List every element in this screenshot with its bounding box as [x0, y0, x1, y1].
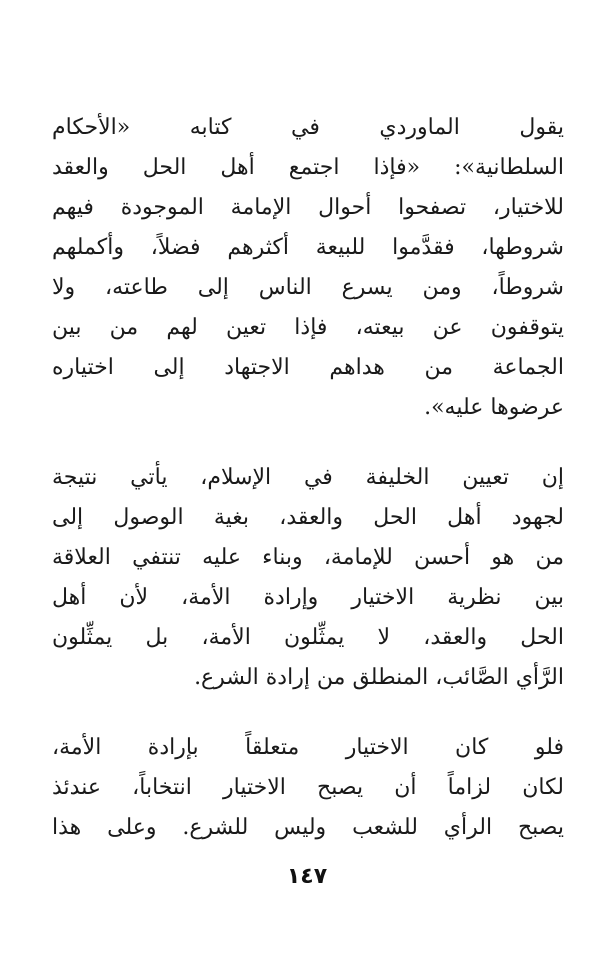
- paragraph-line: الحل والعقد، لا يمثِّلون الأمة، بل يمثِّلون: [52, 625, 564, 650]
- paragraph-line: السلطانية»: «فإذا اجتمع أهل الحل والعقد: [52, 155, 564, 180]
- paragraph-line: عرضوها عليه».: [424, 395, 564, 420]
- paragraph-line: لكان لزاماً أن يصبح الاختيار انتخاباً، عندئذ: [52, 775, 564, 800]
- paragraph-3: [52, 728, 564, 848]
- paragraph-line: للاختيار، تصفحوا أحوال الإمامة الموجودة فيهم: [52, 195, 564, 220]
- paragraph-line: بين نظرية الاختيار وإرادة الأمة، لأن أهل: [52, 585, 564, 610]
- paragraph-1: [52, 108, 564, 428]
- paragraph-line: يصبح الرأي للشعب وليس للشرع. وعلى هذا: [52, 815, 564, 840]
- paragraph-line: لجهود أهل الحل والعقد، بغية الوصول إلى: [52, 505, 564, 530]
- paragraph-line: إن تعيين الخليفة في الإسلام، يأتي نتيجة: [52, 465, 564, 490]
- paragraph-line: شروطاً، ومن يسرع الناس إلى طاعته، ولا: [52, 275, 564, 300]
- paragraph-line: يتوقفون عن بيعته، فإذا تعين لهم من بين: [52, 315, 564, 340]
- paragraph-2: [52, 458, 564, 698]
- paragraph-line: شروطها، فقدَّموا للبيعة أكثرهم فضلاً، وأكملهم: [52, 235, 564, 260]
- paragraph-line: الرَّأي الصَّائب، المنطلق من إرادة الشرع.: [194, 665, 564, 690]
- paragraph-line: من هو أحسن للإمامة، وبناء عليه تنتفي العلاقة: [52, 545, 564, 570]
- paragraph-line: فلو كان الاختيار متعلقاً بإرادة الأمة،: [52, 735, 564, 760]
- paragraph-line: يقول الماوردي في كتابه «الأحكام: [52, 115, 564, 140]
- page-number: ١٤٧: [286, 864, 328, 889]
- paragraph-line: الجماعة من هداهم الاجتهاد إلى اختياره: [52, 355, 564, 380]
